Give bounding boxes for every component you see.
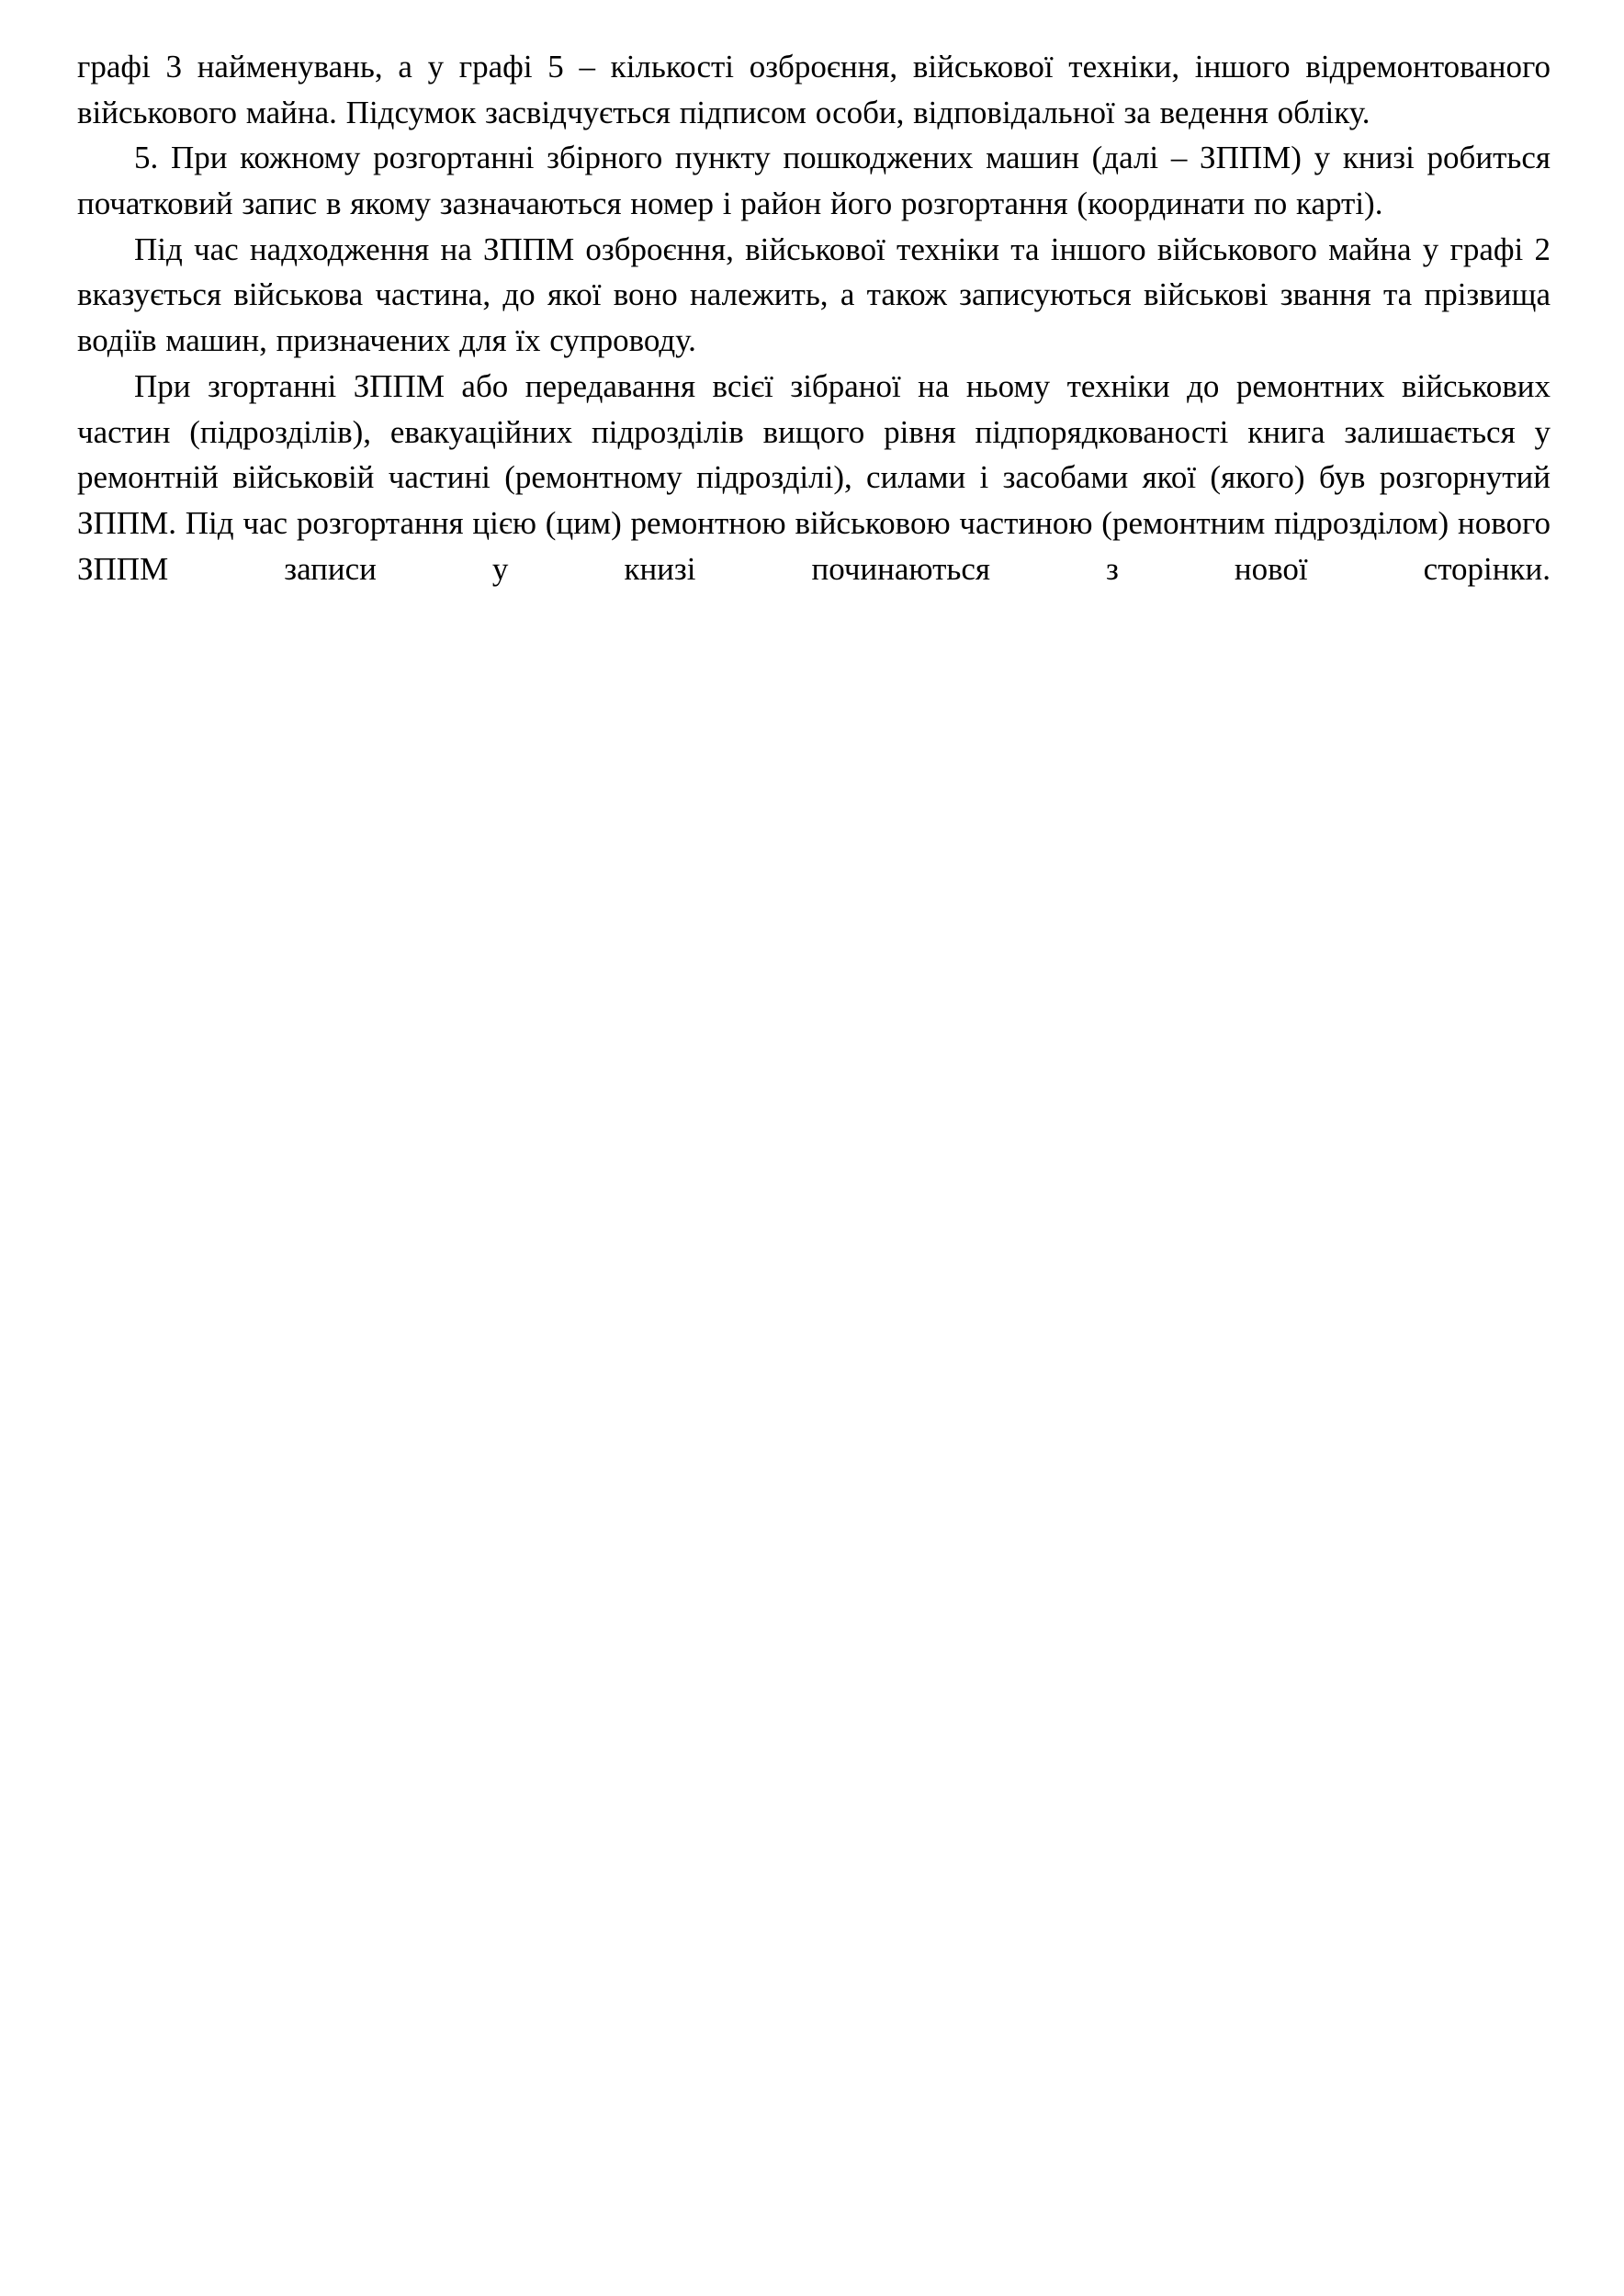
paragraph-closing-rules: При згортанні ЗППМ або передавання всієї зібраної на ньому техніки до ремонтних військових частин (підрозділів), евакуаційних підрозділів вищого рівня підпорядкованості книга залишається у ремонтній військовій частині (ремонтному підрозділі), силами і засобами якої (якого) був розгорнутий ЗППМ. Під час розгортання цією (цим) ремонтною військовою частиною (ремонтним підрозділом) нового ЗППМ записи у книзі починаються з нової сторінки. [77,367,1551,587]
paragraph-continuation: графі 3 найменувань, а у графі 5 – кількості озброєння, військової техніки, іншого відремонтованого військового майна. Підсумок засвідчується підписом особи, відповідальної за ведення обліку. [77,49,1551,130]
paragraph-item-5: 5. При кожному розгортанні збірного пункту пошкоджених машин (далі – ЗППМ) у книзі робиться початковий запис в якому зазначаються номер і район його розгортання (координати по карті). [77,140,1551,222]
paragraph-incoming-records: Під час надходження на ЗППМ озброєння, військової техніки та іншого військового майна у графі 2 вказується військова частина, до якої воно належить, а також записуються військові звання та прізвища водіїв машин, призначених для їх супроводу. [77,231,1551,359]
